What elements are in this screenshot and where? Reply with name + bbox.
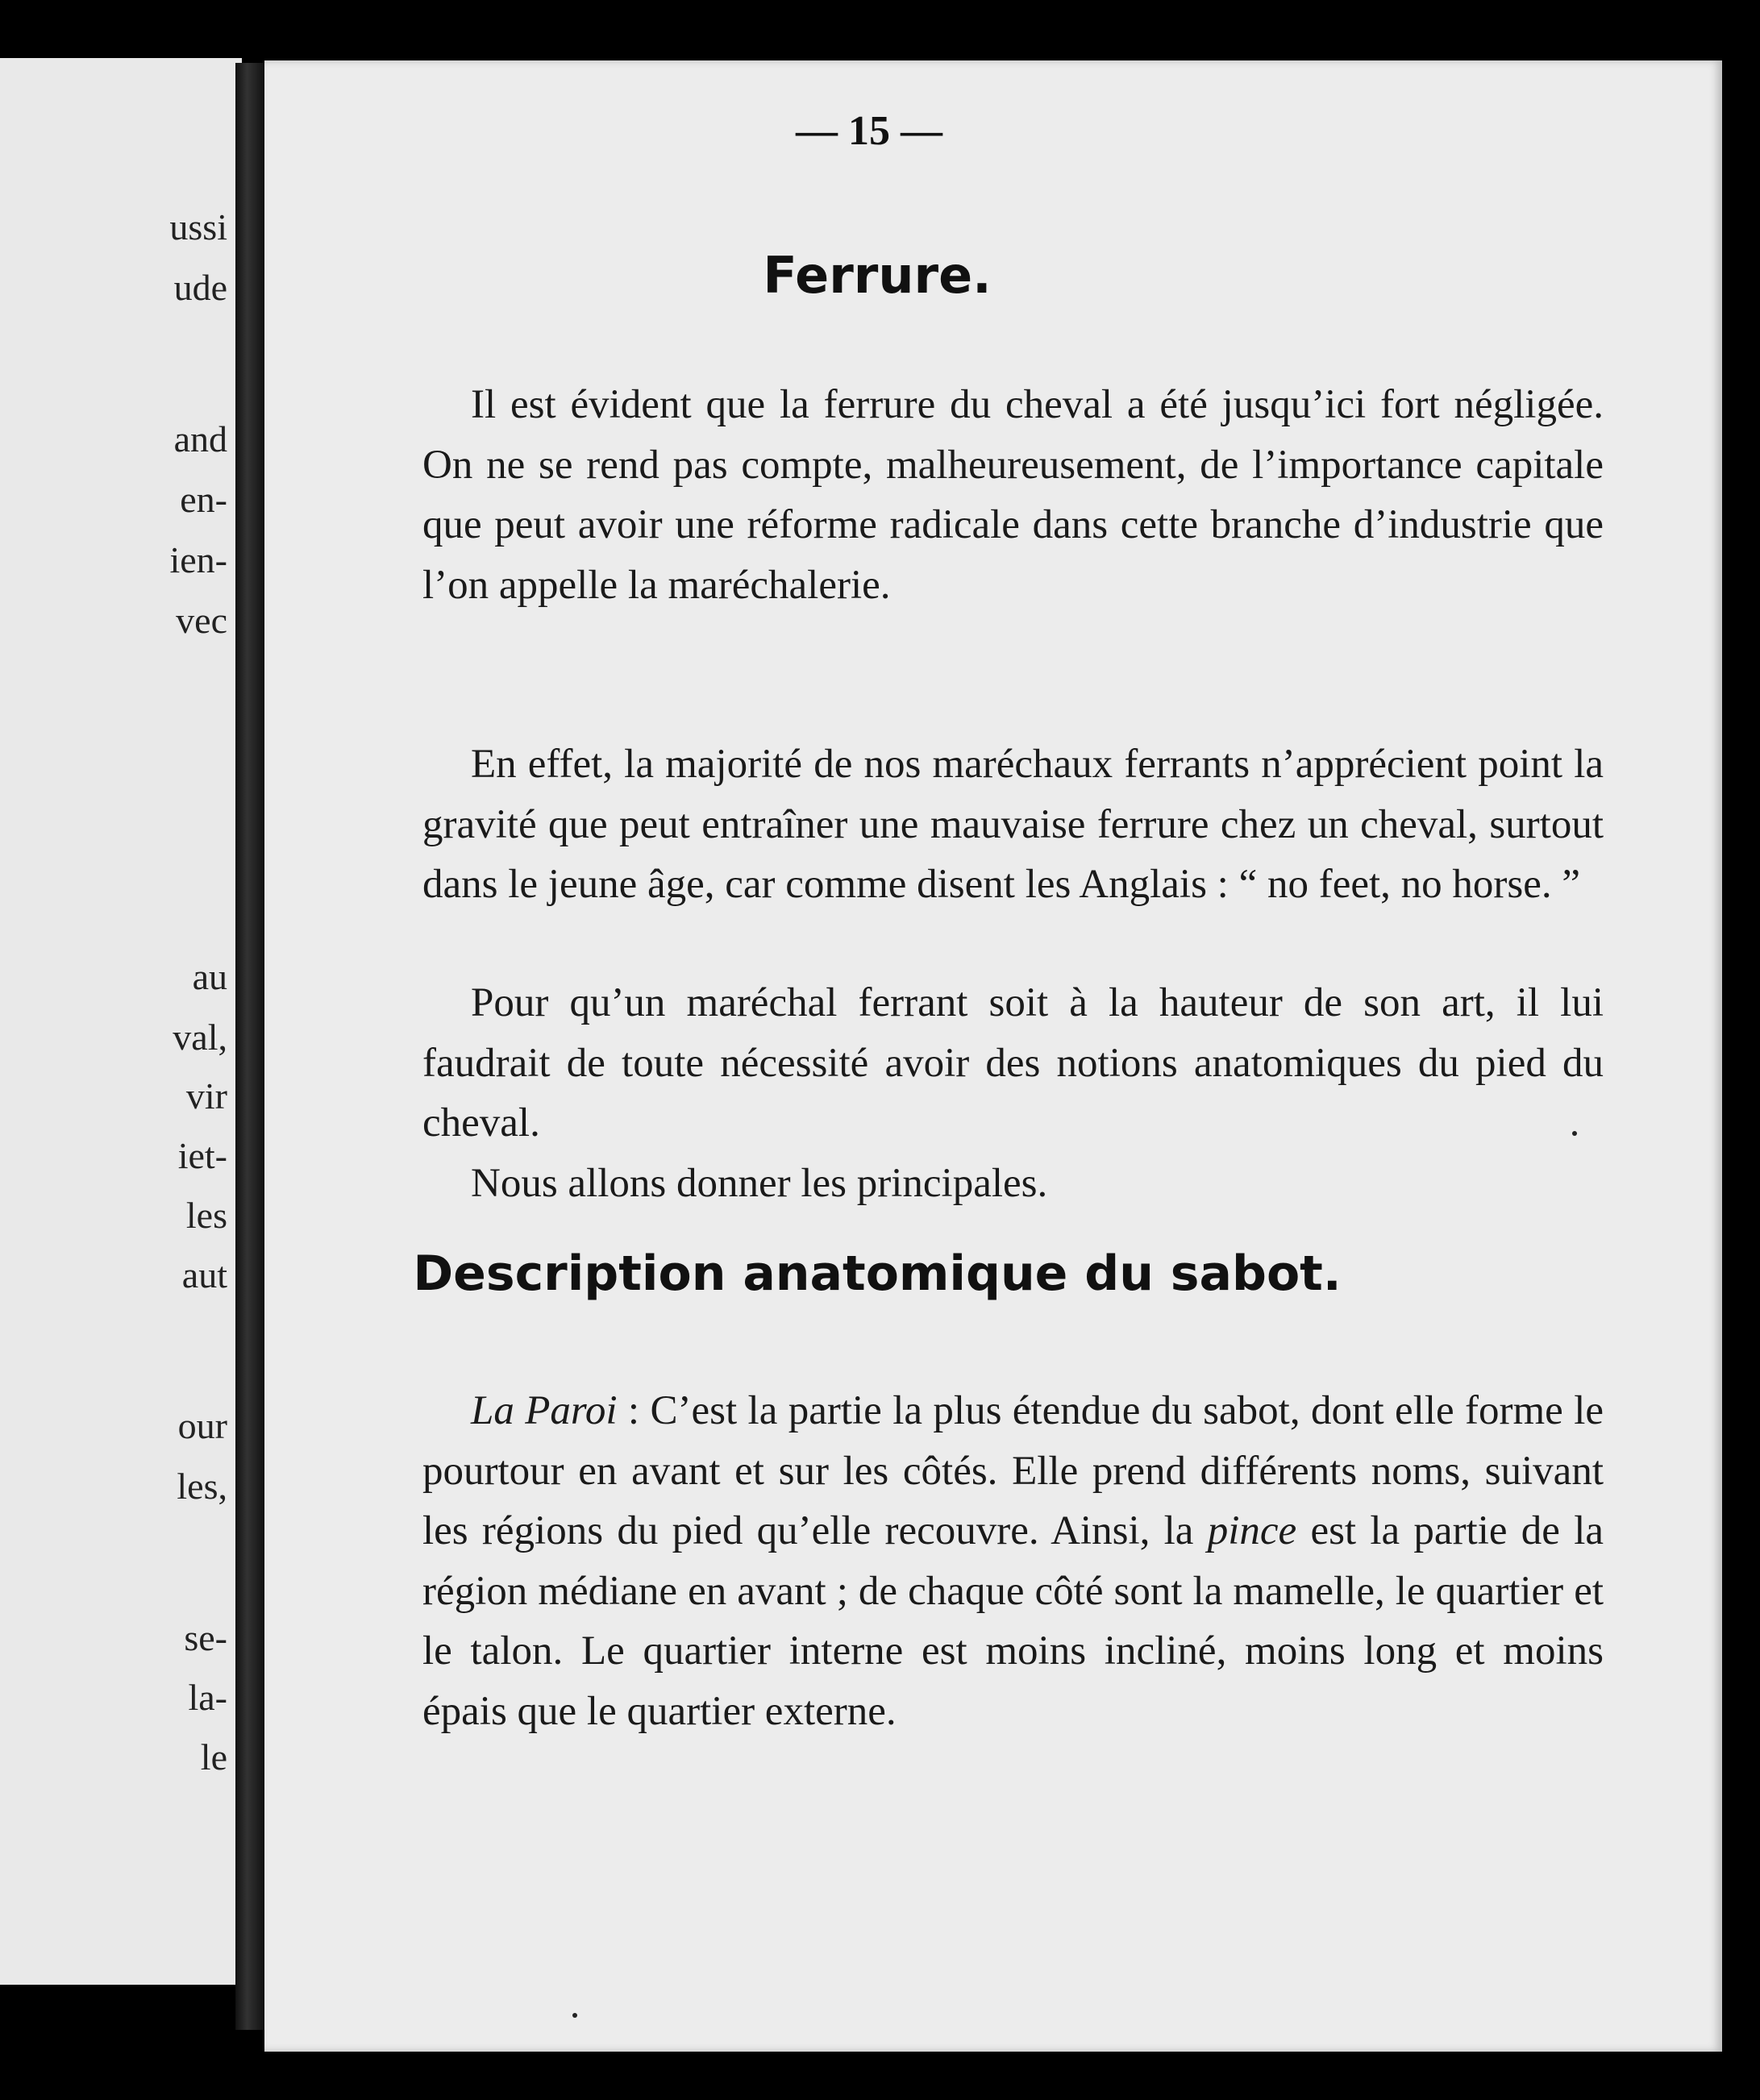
section-title-ferrure: Ferrure.	[763, 246, 992, 305]
ink-speck	[572, 2013, 577, 2018]
left-page-line: our	[177, 1405, 227, 1446]
left-page-line: vir	[185, 1075, 227, 1117]
left-page-line: le	[200, 1736, 227, 1778]
section-title-description: Description anatomique du sabot.	[413, 1245, 1342, 1302]
paragraph-3: Pour qu’un maréchal ferrant soit à la hauteur de son art, il lui faudrait de toute nécessité avoir des notions anatomiques du pied du cheval.	[422, 980, 1604, 1146]
paragraph-5-text-b: est la partie de la région médiane en avant ; de chaque côté sont la mamelle, le quartier et le talon. Le quartier interne est moins incliné, moins long et moins épais que le quartier externe.	[422, 1508, 1604, 1734]
book-spine	[235, 63, 264, 2030]
term-pince: pince	[1207, 1508, 1297, 1553]
left-page-line: ien-	[169, 539, 227, 580]
left-page-line: les,	[177, 1466, 227, 1507]
left-page-line: en-	[180, 479, 227, 520]
paragraph-1: Il est évident que la ferrure du cheval a été jusqu’ici fort négligée. On ne se rend pas compte, malheureusement, de l’importance capitale que peut avoir une réforme radicale dans cette branche d’industrie que l’on appelle la maréchalerie.	[422, 382, 1604, 608]
left-page-line: and	[173, 418, 227, 460]
left-page-line: vec	[176, 600, 227, 641]
paragraph-5	[422, 1381, 1604, 1741]
page-number: — 15 —	[796, 108, 942, 154]
paragraph-4: Nous allons donner les principales.	[471, 1161, 1048, 1206]
right-page	[264, 60, 1722, 2052]
left-page	[0, 58, 242, 1985]
left-page-line: iet-	[177, 1135, 227, 1176]
left-page-line: aut	[181, 1254, 227, 1295]
paragraph-5-text-a: : C’est la partie la plus étendue du sabot, dont elle forme le pourtour en avant et sur les côtés. Elle prend différents noms, suivant les régions du pied qu’elle recouvre. Ainsi, la	[422, 1388, 1604, 1553]
left-page-line: se-	[184, 1617, 227, 1658]
left-page-line: val,	[173, 1017, 227, 1058]
left-page-line: ussi	[169, 206, 227, 247]
paragraph-2: En effet, la majorité de nos maréchaux ferrants n’apprécient point la gravité que peut entraîner une mauvaise ferrure chez un cheval, surtout dans le jeune âge, car comme disent les Anglais : “ no feet, no horse. ”	[422, 742, 1604, 907]
left-page-line: la-	[188, 1677, 227, 1718]
ink-speck	[1572, 1131, 1577, 1136]
left-page-line: les	[185, 1195, 227, 1236]
left-page-line: ude	[173, 267, 227, 308]
left-page-line: au	[192, 956, 227, 997]
term-la-paroi: La Paroi	[471, 1388, 618, 1433]
